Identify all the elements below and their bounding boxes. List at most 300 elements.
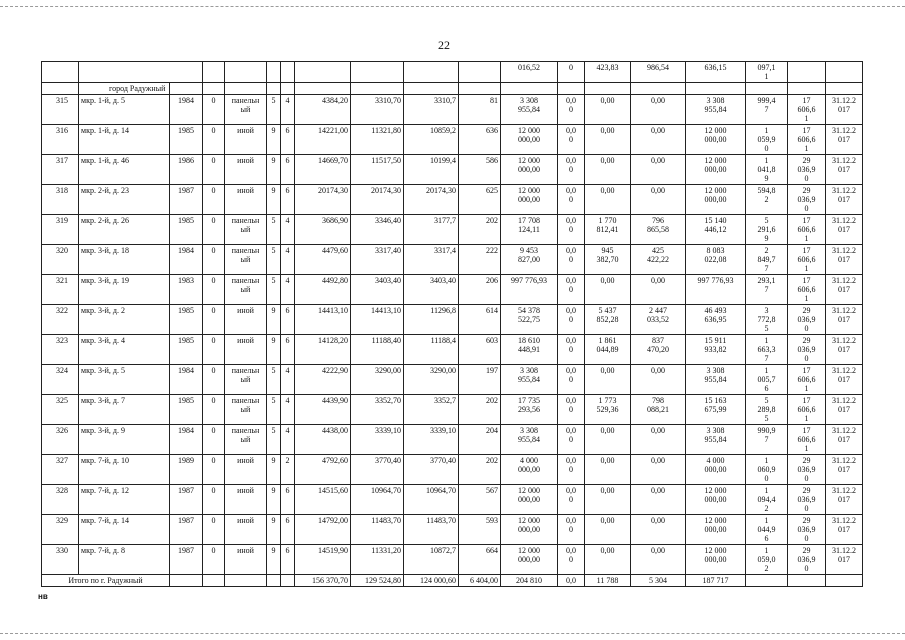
table-cell: 3310,7 [404,95,459,125]
total-cell: 6 404,00 [459,575,501,587]
table-row [42,425,863,455]
table-cell: 31.12.2 017 [826,95,863,125]
table-cell: 10199,4 [404,155,459,185]
total-cell [826,575,863,587]
total-row [42,575,863,587]
table-cell: 6 [281,155,295,185]
table-cell: 0,00 [631,185,686,215]
table-cell: 18 610 448,91 [501,335,558,365]
total-cell: 5 304 [631,575,686,587]
table-cell: панельн ый [225,425,267,455]
table-cell: 315 [42,95,79,125]
table-cell [585,83,631,95]
table-cell: мкр. 3-й, д. 2 [79,305,170,335]
table-cell [826,62,863,83]
table-row [42,125,863,155]
scan-edge-bottom [0,633,905,634]
table-cell [351,83,404,95]
table-cell: 222 [459,245,501,275]
table-cell: 29 036,9 0 [788,155,826,185]
table-cell: 9 [267,185,281,215]
table-cell [267,62,281,83]
table-cell: 29 036,9 0 [788,515,826,545]
city-label: город Радужный [79,83,170,95]
table-cell: 2 849,7 7 [746,245,788,275]
table-cell: 3317,4 [404,245,459,275]
table-cell: 0,00 [631,485,686,515]
table-cell: 0,00 [585,365,631,395]
table-cell: 5 [267,95,281,125]
table-row [42,275,863,305]
table-row [42,215,863,245]
table-cell: 3 308 955,84 [501,425,558,455]
table-cell: 4 [281,395,295,425]
table-cell: 12 000 000,00 [501,125,558,155]
table-cell: 14792,00 [295,515,351,545]
table-cell: 10964,70 [404,485,459,515]
table-cell: 3346,40 [351,215,404,245]
table-cell: 17 606,6 1 [788,425,826,455]
table-cell: 0,0 0 [558,515,585,545]
table-cell: 636,15 [686,62,746,83]
table-cell: панельн ый [225,95,267,125]
table-cell: 0 [203,185,225,215]
table-row [42,245,863,275]
table-cell [225,83,267,95]
table-cell: 11331,20 [351,545,404,575]
table-cell: 20174,30 [351,185,404,215]
table-cell: 14128,20 [295,335,351,365]
table-cell: панельн ый [225,275,267,305]
table-cell: 0,0 0 [558,215,585,245]
table-cell [281,83,295,95]
table-cell: 3770,40 [351,455,404,485]
table-cell: 31.12.2 017 [826,275,863,305]
table-cell: 997 776,93 [501,275,558,305]
table-cell: 0 [203,215,225,245]
table-cell: 29 036,9 0 [788,305,826,335]
table-cell: 31.12.2 017 [826,185,863,215]
table-cell: 31.12.2 017 [826,545,863,575]
table-cell: 0,0 0 [558,185,585,215]
table-cell: 4492,80 [295,275,351,305]
table-cell: иной [225,125,267,155]
total-cell [225,575,267,587]
table-cell: 1987 [170,545,203,575]
table-cell: 29 036,9 0 [788,545,826,575]
table-cell: 12 000 000,00 [686,155,746,185]
table-cell: 330 [42,545,79,575]
table-cell [631,83,686,95]
table-cell: 31.12.2 017 [826,245,863,275]
total-cell: 11 788 [585,575,631,587]
total-cell [170,575,203,587]
table-cell: 586 [459,155,501,185]
table-cell: 593 [459,515,501,545]
table-cell: 0,0 0 [558,95,585,125]
table-cell: 0,00 [585,95,631,125]
table-cell: 20174,30 [295,185,351,215]
table-cell: 9 [267,125,281,155]
table-cell: 11188,40 [351,335,404,365]
table-cell: 0,0 0 [558,125,585,155]
table-cell: 0,0 0 [558,365,585,395]
table-cell: 31.12.2 017 [826,425,863,455]
total-cell: 129 524,80 [351,575,404,587]
table-cell: 9 [267,155,281,185]
table-cell: мкр. 3-й, д. 19 [79,275,170,305]
table-cell: иной [225,305,267,335]
table-cell: 0 [203,155,225,185]
total-cell: 0,0 [558,575,585,587]
table-row [42,455,863,485]
table-cell: 17 606,6 1 [788,365,826,395]
table-cell: иной [225,485,267,515]
table-cell: 3 308 955,84 [501,365,558,395]
table-cell: 6 [281,185,295,215]
table-cell: 0,00 [631,275,686,305]
table-cell: 323 [42,335,79,365]
table-cell: 0 [203,515,225,545]
table-cell: 0,00 [585,485,631,515]
table-cell: 1987 [170,515,203,545]
table-cell: 9 [267,335,281,365]
table-cell [281,62,295,83]
table-cell: 197 [459,365,501,395]
table-cell: 319 [42,215,79,245]
scan-edge-top [0,6,905,7]
table-cell: 14515,60 [295,485,351,515]
table-cell: 5 [267,275,281,305]
table-cell: панельн ый [225,215,267,245]
table-cell: 0,00 [631,455,686,485]
table-cell: 4 [281,245,295,275]
table-cell: 0,00 [585,185,631,215]
table-cell: 3352,70 [351,395,404,425]
table-cell: 12 000 000,00 [501,155,558,185]
table-cell: иной [225,545,267,575]
table-cell: 17 606,6 1 [788,215,826,245]
table-cell: 3177,7 [404,215,459,245]
table-cell: 798 088,21 [631,395,686,425]
table-row [42,365,863,395]
table-cell: 5 [267,425,281,455]
table-cell: 9 [267,305,281,335]
table-cell: 11321,80 [351,125,404,155]
table-cell: 0,00 [585,275,631,305]
table-cell: 31.12.2 017 [826,515,863,545]
table-cell: 3686,90 [295,215,351,245]
total-cell [203,575,225,587]
table-cell: 317 [42,155,79,185]
table-cell: 0,0 0 [558,395,585,425]
table-cell: 31.12.2 017 [826,395,863,425]
table-cell: панельн ый [225,365,267,395]
table-cell: 1985 [170,215,203,245]
table-cell: 0,0 0 [558,545,585,575]
footer-mark: нв [38,592,48,601]
table-cell: 3339,10 [404,425,459,455]
table-row [42,155,863,185]
table-cell: 15 163 675,99 [686,395,746,425]
table-cell: 0 [203,95,225,125]
table-cell: 31.12.2 017 [826,215,863,245]
table-cell: 202 [459,215,501,245]
table-cell: 097,1 1 [746,62,788,83]
table-cell: 796 865,58 [631,215,686,245]
table-cell [404,62,459,83]
table-cell: 9 [267,485,281,515]
table-cell: 31.12.2 017 [826,455,863,485]
table-cell: 6 [281,305,295,335]
table-cell: 6 [281,125,295,155]
table-cell: 327 [42,455,79,485]
table-cell: 4 000 000,00 [686,455,746,485]
table-cell: 322 [42,305,79,335]
table-cell: 625 [459,185,501,215]
table-cell: 54 378 522,75 [501,305,558,335]
table-cell: мкр. 1-й, д. 14 [79,125,170,155]
table-cell: 1985 [170,305,203,335]
table-cell: 3310,70 [351,95,404,125]
table-cell: 3 772,8 5 [746,305,788,335]
total-cell [281,575,295,587]
table-cell: мкр. 3-й, д. 5 [79,365,170,395]
table-cell: 3290,00 [404,365,459,395]
table-cell: 0 [203,395,225,425]
table-cell: 0,00 [585,125,631,155]
table-cell: 15 911 933,82 [686,335,746,365]
table-cell [42,83,79,95]
table-cell: 4792,60 [295,455,351,485]
table-row [42,485,863,515]
table-cell: 1 663,3 7 [746,335,788,365]
table-cell: 0,0 0 [558,305,585,335]
table-cell: иной [225,455,267,485]
table-cell: 12 000 000,00 [501,545,558,575]
table-cell: 204 [459,425,501,455]
table-cell: 12 000 000,00 [501,185,558,215]
housing-registry-table [41,61,863,587]
table-cell: 1985 [170,125,203,155]
table-cell: 12 000 000,00 [686,185,746,215]
total-cell [746,575,788,587]
table-cell: 0 [203,335,225,365]
table-cell: 3290,00 [351,365,404,395]
table-cell: 46 493 636,95 [686,305,746,335]
table-cell [170,83,203,95]
total-cell: 156 370,70 [295,575,351,587]
table-cell: 5 289,8 5 [746,395,788,425]
table-cell: 945 382,70 [585,245,631,275]
table-cell: 2 447 033,52 [631,305,686,335]
table-cell: 10872,7 [404,545,459,575]
table-cell: 1 005,7 6 [746,365,788,395]
table-cell: 29 036,9 0 [788,485,826,515]
table-cell: панельн ый [225,245,267,275]
table-cell: 31.12.2 017 [826,485,863,515]
table-cell: 29 036,9 0 [788,185,826,215]
table-cell: 4 [281,365,295,395]
table-cell: 320 [42,245,79,275]
page-number: 22 [438,38,450,52]
table-cell: 4 [281,275,295,305]
table-cell: 17 708 124,11 [501,215,558,245]
table-cell: 31.12.2 017 [826,335,863,365]
table-cell: 0,0 0 [558,485,585,515]
table-cell: мкр. 1-й, д. 5 [79,95,170,125]
table-cell: 5 [267,245,281,275]
table-cell: иной [225,185,267,215]
table-cell: мкр. 7-й, д. 8 [79,545,170,575]
table-cell: 12 000 000,00 [501,485,558,515]
total-label: Итого по г. Радужный [42,575,170,587]
table-cell: 423,83 [585,62,631,83]
table-cell: 3317,40 [351,245,404,275]
table-cell: 6 [281,545,295,575]
table-cell: 17 606,6 1 [788,245,826,275]
table-row [42,95,863,125]
table-cell: 0 [203,245,225,275]
table-cell: 5 437 852,28 [585,305,631,335]
table-row [42,335,863,365]
table-cell: мкр. 7-й, д. 14 [79,515,170,545]
table-cell: 2 [281,455,295,485]
table-cell: 0,00 [631,425,686,455]
table-cell: 81 [459,95,501,125]
table-cell: 1 861 044,89 [585,335,631,365]
total-cell: 187 717 [686,575,746,587]
table-cell: 324 [42,365,79,395]
table-cell: 293,1 7 [746,275,788,305]
table-cell: 318 [42,185,79,215]
table-cell: 837 470,20 [631,335,686,365]
table-cell: 29 036,9 0 [788,335,826,365]
table-cell: 202 [459,395,501,425]
table-cell: 664 [459,545,501,575]
table-cell [459,62,501,83]
table-cell: 0 [203,545,225,575]
table-cell: 11483,70 [404,515,459,545]
table-cell: 990,9 7 [746,425,788,455]
table-cell: 5 [267,365,281,395]
table-row [42,545,863,575]
table-cell: мкр. 3-й, д. 4 [79,335,170,365]
table-row [42,395,863,425]
table-row [42,305,863,335]
table-cell [788,62,826,83]
table-cell [826,83,863,95]
table-cell: 594,8 2 [746,185,788,215]
table-cell: 11296,8 [404,305,459,335]
table-cell: мкр. 2-й, д. 23 [79,185,170,215]
table-cell: 17 606,6 1 [788,95,826,125]
table-cell: 326 [42,425,79,455]
total-cell [788,575,826,587]
table-cell: 1986 [170,155,203,185]
table-cell: 1 041,8 9 [746,155,788,185]
city-header-row [42,83,863,95]
table-cell: 4222,90 [295,365,351,395]
table-cell: 1 059,0 2 [746,545,788,575]
table-cell: 997 776,93 [686,275,746,305]
table-cell: 15 140 446,12 [686,215,746,245]
table-cell: 29 036,9 0 [788,455,826,485]
table-cell: 202 [459,455,501,485]
table-cell [351,62,404,83]
table-cell: 316 [42,125,79,155]
table-cell: 329 [42,515,79,545]
table-cell: 999,4 7 [746,95,788,125]
table-cell: мкр. 2-й, д. 26 [79,215,170,245]
table-cell: 1983 [170,275,203,305]
table-cell: 0 [203,305,225,335]
table-cell: 3770,40 [404,455,459,485]
table-cell: 10859,2 [404,125,459,155]
table-cell: 12 000 000,00 [686,545,746,575]
table-cell: 12 000 000,00 [686,515,746,545]
table-cell: 0,00 [585,515,631,545]
table-cell: 8 083 022,08 [686,245,746,275]
table-cell: 6 [281,485,295,515]
table-cell [225,62,267,83]
table-cell [79,62,203,83]
table-cell: 0,0 0 [558,275,585,305]
table-cell [295,83,351,95]
table-cell: 0 [203,485,225,515]
table-cell [558,83,585,95]
table-cell [746,83,788,95]
table-cell [203,83,225,95]
table-cell: 0,0 0 [558,245,585,275]
table-cell [686,83,746,95]
table-cell: 4479,60 [295,245,351,275]
table-cell: 3 308 955,84 [501,95,558,125]
table-cell [267,83,281,95]
table-cell: 11188,4 [404,335,459,365]
table-cell [404,83,459,95]
table-cell: 1984 [170,95,203,125]
total-cell: 124 000,60 [404,575,459,587]
table-cell: 603 [459,335,501,365]
table-cell: 0 [203,365,225,395]
table-cell: 9 [267,545,281,575]
table-cell: 321 [42,275,79,305]
table-cell: мкр. 3-й, д. 7 [79,395,170,425]
table-cell: мкр. 3-й, д. 9 [79,425,170,455]
total-cell: 204 810 [501,575,558,587]
table-cell: 14413,10 [295,305,351,335]
table-cell: 1985 [170,335,203,365]
table-cell: 1 770 812,41 [585,215,631,245]
table-cell: 0,00 [631,545,686,575]
table-cell: 0 [203,455,225,485]
table-cell: 12 000 000,00 [686,485,746,515]
table-cell: иной [225,155,267,185]
table-cell: 3 308 955,84 [686,365,746,395]
table-cell: 1987 [170,185,203,215]
table-cell: 4384,20 [295,95,351,125]
table-row [42,515,863,545]
table-cell: 636 [459,125,501,155]
table-cell: мкр. 3-й, д. 18 [79,245,170,275]
table-cell: 1 059,9 0 [746,125,788,155]
table-cell: 4 [281,425,295,455]
table-cell: 328 [42,485,79,515]
table-cell: 12 000 000,00 [501,515,558,545]
table-cell: 14221,00 [295,125,351,155]
table-cell [501,83,558,95]
